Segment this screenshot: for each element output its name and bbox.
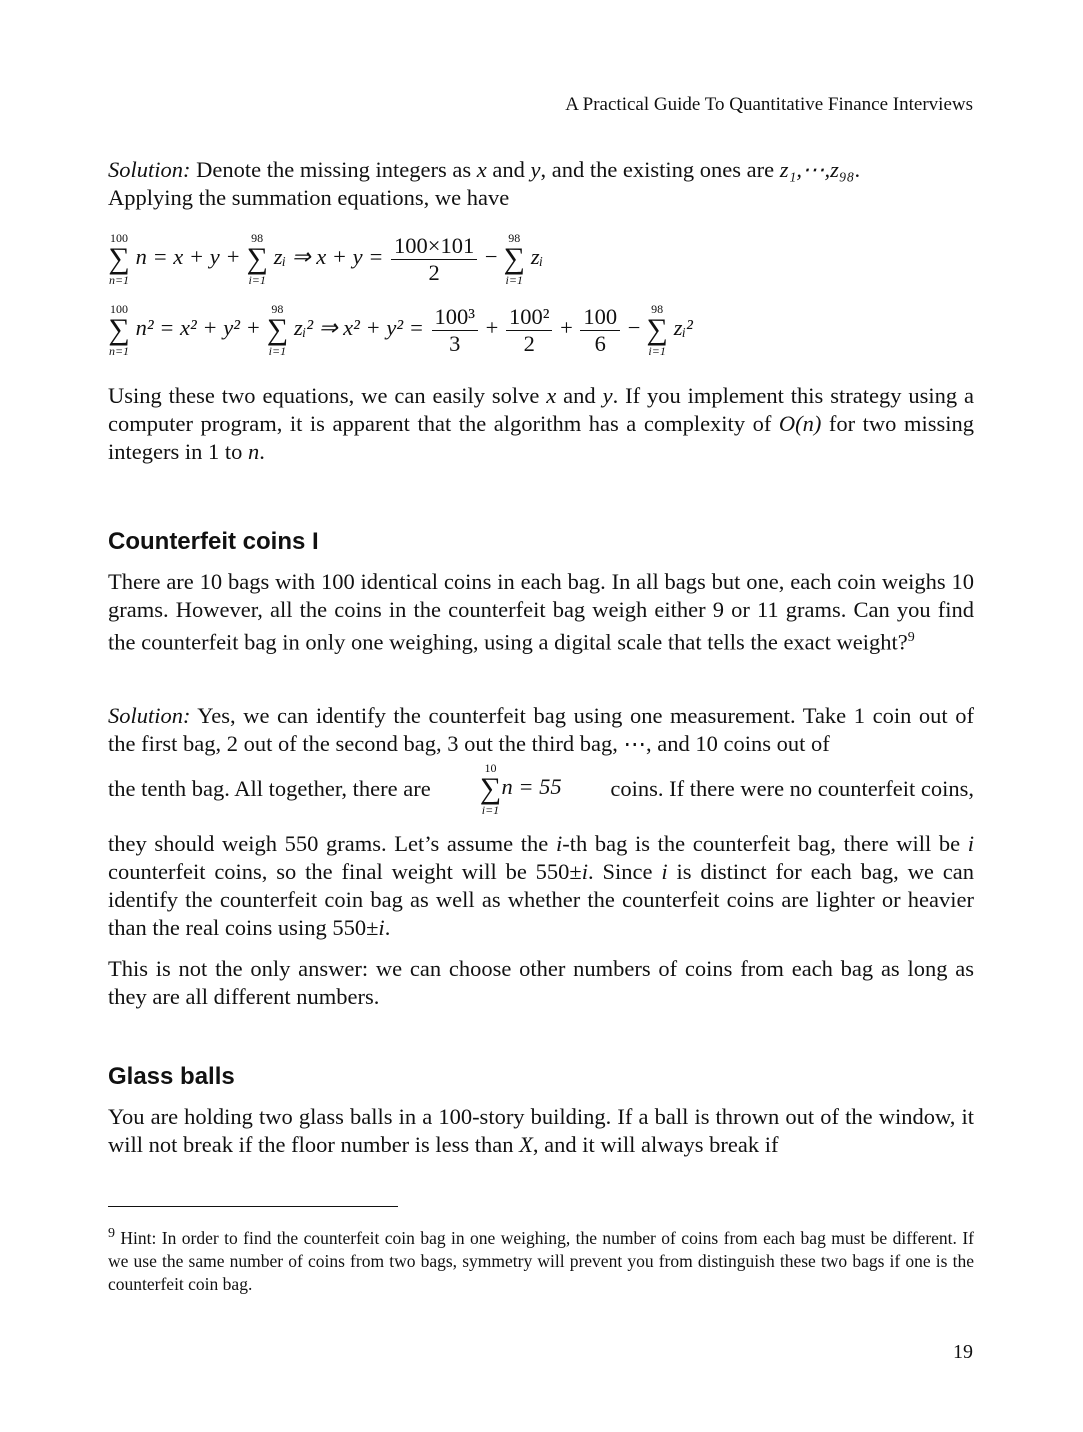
sum-upper: 100	[110, 231, 128, 245]
footnote	[108, 1222, 974, 1296]
text-run: You are holding two glass balls in a 100-story building. If a ball is thrown out of the window, it will not break if the floor number is less than	[108, 1104, 974, 1157]
text-run: is distinct for each bag, we can identify the counterfeit coin bag as well as whether the counterfeit coins are lighter or heavier than the real coins using 550±	[108, 859, 974, 940]
text-run: and	[556, 383, 603, 408]
counterfeit-problem	[108, 568, 974, 657]
text-run: . Since	[588, 859, 662, 884]
math-expr: n = 55	[501, 774, 562, 800]
math-expr: zᵢ ⇒ x + y =	[273, 244, 384, 270]
text-run: , and it will always break if	[532, 1132, 779, 1157]
summation: 10 ∑ i=1	[479, 761, 502, 817]
section-title-counterfeit: Counterfeit coins I	[108, 528, 319, 555]
numerator: 100²	[506, 304, 553, 331]
text-run: Yes, we can identify the counterfeit bag using one measurement. Take 1 coin out of the first bag, 2 out of the second bag, 3 out the third bag, ⋯, and 10 coins out of	[108, 703, 974, 756]
text-run: .	[854, 157, 861, 182]
sum-upper: 98	[651, 302, 664, 316]
math-var: y	[602, 383, 613, 408]
text-run: Applying the summation equations, we have	[108, 185, 510, 210]
section-title-glass-balls: Glass balls	[108, 1063, 235, 1090]
text-run: -th bag is the counterfeit bag, there will be	[562, 831, 968, 856]
sum-upper: 98	[251, 231, 264, 245]
math-var: i	[967, 831, 975, 856]
counterfeit-alternative: This is not the only answer: we can choose other numbers of coins from each bag as long as they are all different numbers.	[108, 956, 974, 1009]
footnote-number: 9	[108, 1226, 115, 1241]
operator: +	[485, 315, 499, 341]
denominator: 6	[594, 330, 606, 356]
summation: 98 ∑ i=1	[646, 302, 668, 358]
sum-lower: n=1	[108, 344, 130, 358]
text-run: .	[384, 915, 391, 940]
math-expr: z₁,⋯,z₉₈	[779, 157, 855, 182]
text-run: the tenth bag. All together, there are	[108, 776, 431, 801]
denominator: 2	[523, 330, 535, 356]
math-var: i	[378, 915, 385, 940]
sum-upper: 98	[271, 302, 284, 316]
numerator: 100³	[432, 304, 479, 331]
sum-lower: i=1	[648, 344, 666, 358]
counterfeit-solution-a	[108, 702, 974, 758]
math-expr: zᵢ	[530, 244, 544, 270]
text-run: and	[486, 157, 531, 182]
operator: −	[627, 315, 641, 341]
sum-lower: i=1	[505, 273, 523, 287]
summation: 98 ∑ i=1	[246, 231, 268, 287]
page-number: 19	[953, 1341, 973, 1363]
counterfeit-solution-b	[108, 762, 974, 816]
sum-upper: 100	[110, 302, 128, 316]
math-expr: n² = x² + y² +	[135, 315, 261, 341]
math-var: x	[476, 157, 487, 182]
text-run: Denote the missing integers as	[190, 157, 477, 182]
running-head: A Practical Guide To Quantitative Finance Interviews	[565, 94, 973, 115]
sum-lower: i=1	[248, 273, 266, 287]
equation-2	[108, 303, 693, 357]
sum-lower: i=1	[481, 803, 500, 817]
sum-lower: n=1	[108, 273, 130, 287]
solution-label: Solution:	[108, 157, 191, 182]
footnote-divider	[108, 1206, 398, 1207]
sum-upper: 10	[484, 761, 497, 775]
summation: 98 ∑ i=1	[266, 302, 289, 358]
math-expr: n = x + y +	[135, 244, 241, 270]
sum-lower: i=1	[268, 344, 287, 358]
math-var: i	[661, 859, 668, 884]
numerator: 100	[580, 304, 620, 331]
text-run: for two missing integers in 1 to	[108, 411, 974, 464]
math-var: X	[519, 1132, 533, 1157]
operator: −	[484, 244, 498, 270]
solution-paragraph-1	[108, 156, 974, 212]
math-expr: zᵢ² ⇒ x² + y² =	[294, 315, 424, 341]
solution-label: Solution:	[108, 703, 191, 728]
summation: 98 ∑ i=1	[503, 231, 525, 287]
summation: 100 ∑ n=1	[108, 231, 130, 287]
text-run: . If you implement this strategy using a computer program, it is apparent that the algorithm has a complexity of	[108, 383, 974, 436]
numerator: 100×101	[391, 233, 477, 260]
text-run: coins. If there were no counterfeit coins,	[610, 776, 974, 801]
fraction	[391, 233, 477, 286]
fraction	[506, 304, 553, 357]
fraction	[580, 304, 620, 357]
glass-balls-problem	[108, 1103, 974, 1159]
denominator: 3	[449, 330, 461, 356]
denominator: 2	[428, 259, 440, 285]
math-var: i	[555, 831, 563, 856]
counterfeit-solution-c	[108, 830, 974, 942]
text-run: they should weigh 550 grams. Let’s assume the	[108, 831, 556, 856]
footnote-text: Hint: In order to find the counterfeit coin bag in one weighing, the number of coins from each bag must be different. If we use the same number of coins from two bags, symmetry will prevent you from distinguish these two bags if one is the counterfeit coin bag.	[108, 1227, 974, 1294]
sum-upper: 98	[508, 231, 521, 245]
fraction	[432, 304, 479, 357]
math-var: n	[247, 439, 260, 464]
paragraph-after-equations	[108, 382, 974, 466]
text-run: Using these two equations, we can easily solve	[108, 383, 547, 408]
math-var: y	[530, 157, 541, 182]
math-var: i	[581, 859, 589, 884]
math-var: x	[546, 383, 557, 408]
math-expr: O(n)	[778, 411, 822, 436]
operator: +	[560, 315, 573, 341]
math-expr: zᵢ²	[673, 315, 693, 341]
footnote-ref[interactable]: 9	[907, 630, 915, 645]
summation: 100 ∑ n=1	[108, 302, 130, 358]
sum-expression	[479, 762, 561, 816]
text-run: , and the existing ones are	[540, 157, 780, 182]
text-run: counterfeit coins, so the final weight will be 550±	[108, 859, 582, 884]
equation-1	[108, 232, 543, 286]
text-run: .	[259, 439, 265, 464]
text-run: There are 10 bags with 100 identical coins in each bag. In all bags but one, each coin weighs 10 grams. However, all the coins in the counterfeit bag weigh either 9 or 11 grams. Can you find the counterfeit bag in only one weighing, using a digital scale that tells the exact weight?	[108, 569, 974, 655]
